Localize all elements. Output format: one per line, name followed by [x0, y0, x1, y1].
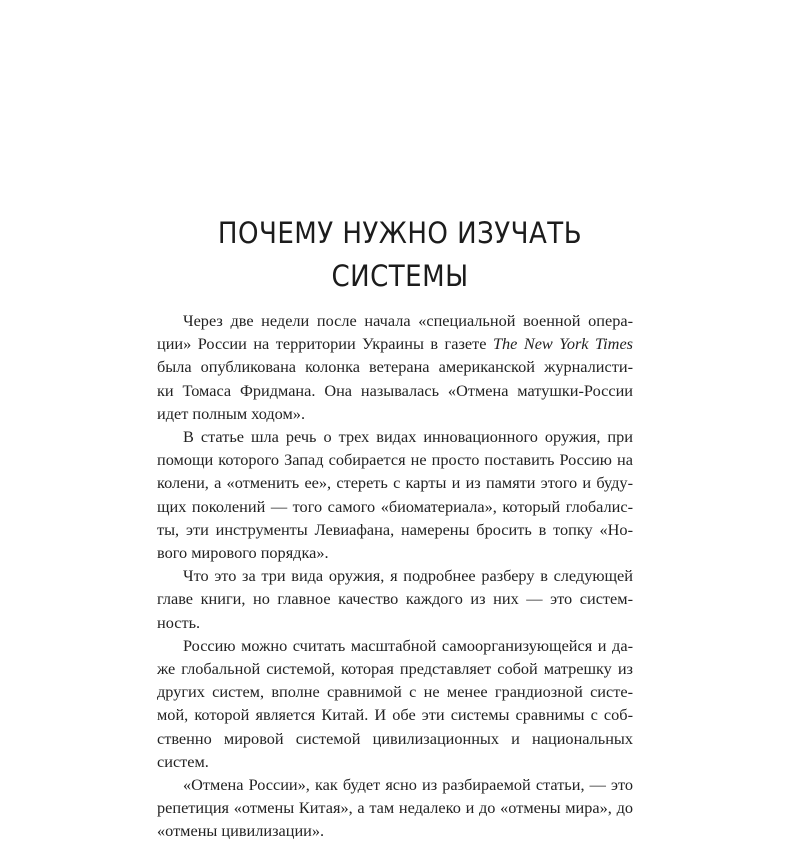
text-line: систем.: [157, 751, 209, 771]
text-line: В статье шла речь о трех видах инновационного оружия, при: [183, 427, 633, 447]
text-line: Что это за три вида оружия, я подробнее разберу в следующей: [183, 566, 633, 586]
chapter-title: [184, 212, 616, 298]
text-line: была опубликована колонка ветерана американской журналисти-: [157, 357, 633, 377]
text-line: ты, эти инструменты Левиафана, намерены бросить в топку «Но-: [157, 519, 633, 539]
paragraph-4: [157, 634, 633, 773]
text-line: идет полным ходом».: [157, 403, 306, 423]
text-line: «отмены цивилизации».: [157, 821, 325, 841]
text-line: вого мирового порядка».: [157, 543, 329, 563]
chapter-body: [157, 309, 633, 843]
text-line: колени, а «отменить ее», стереть с карты и из памяти этого и буду-: [157, 473, 633, 493]
text-line: мой, которой является Китай. И обе эти системы сравнимы с соб-: [157, 705, 633, 725]
paragraph-5: [157, 773, 633, 843]
paragraph-3: [157, 564, 633, 634]
text-line: репетиция «отмены Китая», а там недалеко и до «отмены мира», до: [157, 798, 633, 818]
text-fragment: ции» России на территории Украины в газете: [157, 334, 493, 354]
newspaper-name: The New York Times: [492, 334, 634, 354]
text-line: помощи которого Запад собирается не просто поставить Россию на: [157, 450, 633, 470]
text-line: ки Томаса Фридмана. Она называлась «Отмена матушки-России: [157, 380, 633, 400]
text-line: Через две недели после начала «специальной военной опера-: [183, 311, 633, 330]
paragraph-1: [157, 309, 633, 425]
text-line: ственно мировой системой цивилизационных и национальных: [157, 728, 633, 748]
text-line: «Отмена России», как будет ясно из разбираемой статьи, — это: [183, 775, 633, 795]
text-line: Россию можно считать масштабной самоорганизующейся и да-: [183, 635, 633, 655]
text-line: же глобальной системой, которая представляет собой матрешку из: [157, 659, 633, 679]
text-line: других систем, вполне сравнимой с не менее грандиозной систе-: [157, 682, 633, 702]
text-line-with-italic: [157, 332, 633, 355]
text-line: щих поколений — того самого «биоматериала», который глобалис-: [157, 496, 633, 516]
text-line: ность.: [157, 612, 201, 632]
text-line: главе книги, но главное качество каждого из них — это систем-: [157, 589, 633, 609]
paragraph-2: [157, 425, 633, 564]
chapter-title-line-1: ПОЧЕМУ НУЖНО ИЗУЧАТЬ: [217, 216, 583, 250]
chapter-title-line-2: СИСТЕМЫ: [331, 259, 469, 293]
